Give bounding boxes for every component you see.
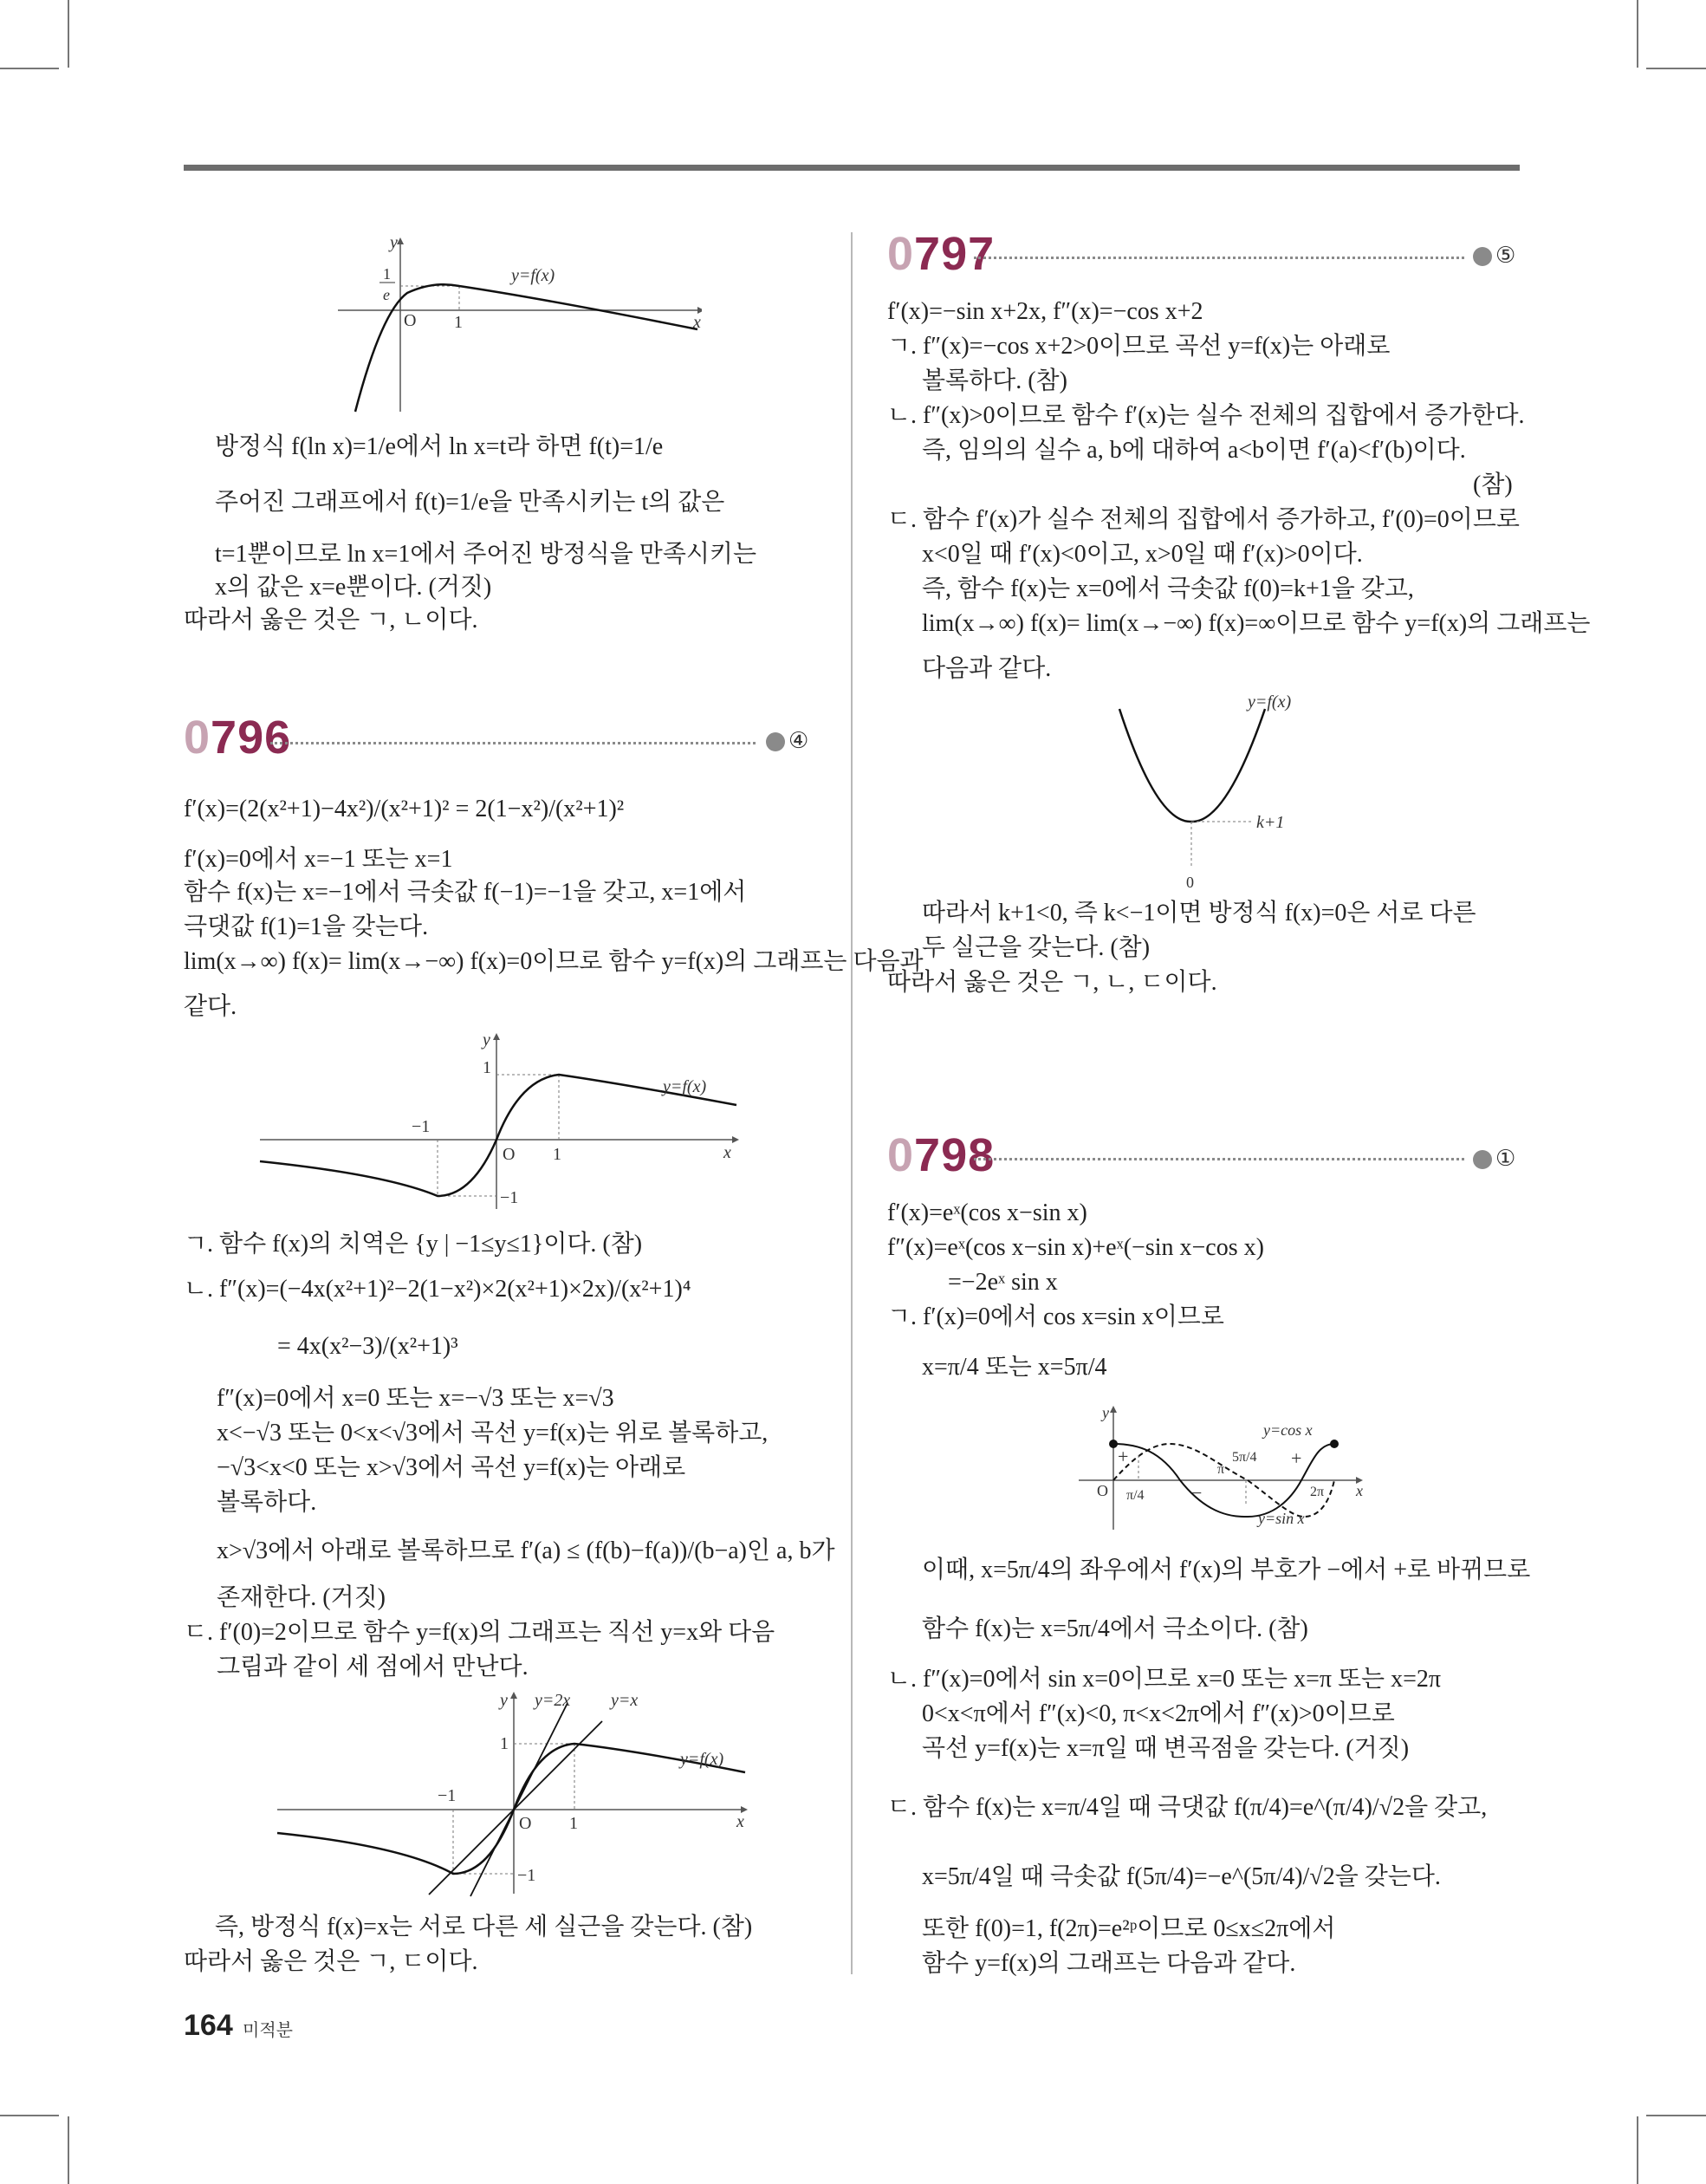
text-line: 다음과 같다. <box>922 655 1052 682</box>
tick-label: 1 <box>483 1058 491 1077</box>
tick-label: e <box>383 286 390 303</box>
text-line: 함수 y=f(x)의 그래프는 다음과 같다. <box>922 1950 1296 1977</box>
text-line: 같다. <box>184 993 237 1020</box>
answer-badge: ④ <box>766 728 808 754</box>
graph-798-sin-cos <box>1074 1404 1386 1534</box>
tick-label: −1 <box>500 1188 519 1207</box>
curve-label: y=f(x) <box>680 1750 724 1769</box>
dotted-rule <box>270 742 756 744</box>
axis-x-label: x <box>1356 1482 1363 1499</box>
text-line: 즉, 방정식 f(x)=x는 서로 다른 세 실근을 갖는다. (참) <box>215 1914 753 1940</box>
text-line: 그림과 같이 세 점에서 만난다. <box>217 1654 529 1680</box>
header-bar <box>184 165 1520 171</box>
tick-label: 1 <box>553 1145 561 1164</box>
origin-label: O <box>519 1814 532 1833</box>
graph-f-one-over-e <box>329 234 702 416</box>
crop-mark <box>68 2116 69 2184</box>
tick-label: 5π/4 <box>1232 1450 1257 1465</box>
text-line: 방정식 f(ln x)=1/e에서 ln x=t라 하면 f(t)=1/e <box>215 433 664 460</box>
axis-y-label: y <box>500 1691 508 1710</box>
text-line: 따라서 옳은 것은 ㄱ, ㄴ이다. <box>184 607 478 634</box>
text-line: 또한 f(0)=1, f(2π)=e²ᵖ이므로 0≤x≤2π에서 <box>922 1915 1336 1942</box>
text-line: =−2eˣ sin x <box>948 1269 1058 1296</box>
text-line: x=5π/4일 때 극솟값 f(5π/4)=−e^(5π/4)/√2을 갖는다. <box>922 1863 1441 1890</box>
text-line: 함수 f(x)는 x=5π/4에서 극소이다. (참) <box>922 1615 1308 1642</box>
text-line: 0<x<π에서 f″(x)<0, π<x<2π에서 f″(x)>0이므로 <box>922 1700 1395 1727</box>
text-line: t=1뿐이므로 ln x=1에서 주어진 방정식을 만족시키는 <box>215 541 757 568</box>
crop-mark <box>0 2115 59 2116</box>
tick-label: −1 <box>517 1866 536 1885</box>
text-line: f′(x)=(2(x²+1)−4x²)/(x²+1)² = 2(1−x²)/(x²+1)² <box>184 796 625 822</box>
text-line: −√3<x<0 또는 x>√3에서 곡선 y=f(x)는 아래로 <box>217 1454 686 1481</box>
text-line: f′(x)=−sin x+2x, f″(x)=−cos x+2 <box>887 298 1203 325</box>
problem-number-0796: 0796 <box>184 712 292 764</box>
min-value-label: k+1 <box>1256 813 1285 832</box>
curve-label: y=f(x) <box>511 266 555 285</box>
answer-icon <box>1473 247 1492 266</box>
text-line: 두 실근을 갖는다. (참) <box>922 934 1151 961</box>
text-line: x의 값은 x=e뿐이다. (거짓) <box>215 574 492 601</box>
text-line: 볼록하다. <box>217 1489 317 1516</box>
page-number: 164 <box>184 2009 233 2042</box>
tick-label: 1 <box>569 1814 578 1833</box>
problem-number-0797: 0797 <box>887 228 996 280</box>
crop-mark <box>1637 2116 1638 2184</box>
text-line: 즉, 함수 f(x)는 x=0에서 극솟값 f(0)=k+1을 갖고, <box>922 575 1414 602</box>
text-line: 볼록하다. (참) <box>922 367 1067 394</box>
tick-label: −1 <box>412 1117 431 1136</box>
graph-796-f <box>256 1031 749 1213</box>
axis-y-label: y <box>483 1031 490 1050</box>
sign-label: + <box>1118 1446 1129 1467</box>
tick-label: 1 <box>454 313 463 332</box>
text-line: 주어진 그래프에서 f(t)=1/e을 만족시키는 t의 값은 <box>215 489 725 516</box>
text-line: ㄴ. f″(x)>0이므로 함수 f′(x)는 실수 전체의 집합에서 증가한다. <box>887 402 1525 429</box>
text-line: ㄷ. 함수 f(x)는 x=π/4일 때 극댓값 f(π/4)=e^(π/4)/√2을 갖고, <box>887 1794 1488 1821</box>
text-line: 극댓값 f(1)=1을 갖는다. <box>184 913 429 940</box>
sign-label: − <box>1191 1482 1203 1504</box>
text-line: 곡선 y=f(x)는 x=π일 때 변곡점을 갖는다. (거짓) <box>922 1735 1410 1762</box>
text-line: 따라서 옳은 것은 ㄱ, ㄷ이다. <box>184 1948 478 1975</box>
crop-mark <box>68 0 69 68</box>
tick-label: 2π <box>1310 1485 1325 1499</box>
tick-label: π <box>1217 1462 1225 1477</box>
curve-label: y=f(x) <box>1248 693 1292 712</box>
axis-x-label: x <box>736 1812 744 1831</box>
tick-label: π/4 <box>1126 1488 1145 1503</box>
text-line: f′(x)=eˣ(cos x−sin x) <box>887 1199 1087 1226</box>
tick-label: 1 <box>500 1734 509 1753</box>
column-divider <box>851 232 853 1974</box>
sign-label: + <box>1291 1447 1302 1469</box>
text-line: ㄴ. f″(x)=0에서 sin x=0이므로 x=0 또는 x=π 또는 x=2π <box>887 1666 1442 1693</box>
text-line: lim(x→∞) f(x)= lim(x→−∞) f(x)=∞이므로 함수 y=f(x)의 그래프는 <box>922 610 1591 637</box>
origin-label: O <box>503 1145 516 1164</box>
curve-label: y=cos x <box>1263 1421 1313 1439</box>
text-line: 따라서 옳은 것은 ㄱ, ㄴ, ㄷ이다. <box>887 969 1217 996</box>
axis-y-label: y <box>390 234 398 252</box>
curve-label: y=f(x) <box>663 1077 707 1096</box>
graph-797-parabola <box>1109 693 1369 893</box>
text-line: ㄴ. f″(x)=(−4x(x²+1)²−2(1−x²)×2(x²+1)×2x)/(x²+1)⁴ <box>184 1276 691 1303</box>
text-line: f″(x)=eˣ(cos x−sin x)+eˣ(−sin x−cos x) <box>887 1234 1264 1261</box>
text-line: 존재한다. (거짓) <box>217 1584 386 1611</box>
answer-icon <box>1473 1150 1492 1169</box>
crop-mark <box>1646 2115 1706 2116</box>
axis-x-label: x <box>693 313 701 332</box>
text-line: = 4x(x²−3)/(x²+1)³ <box>277 1333 458 1360</box>
problem-number-0798: 0798 <box>887 1129 996 1181</box>
crop-mark <box>1646 68 1706 69</box>
text-line: ㄷ. 함수 f′(x)가 실수 전체의 집합에서 증가하고, f′(0)=0이므로 <box>887 506 1520 533</box>
tick-label: 0 <box>1186 874 1194 891</box>
origin-label: O <box>404 311 417 330</box>
text-line: x=π/4 또는 x=5π/4 <box>922 1354 1107 1381</box>
crop-mark <box>1637 0 1638 68</box>
text-line: x>√3에서 아래로 볼록하므로 f′(a) ≤ (f(b)−f(a))/(b−a)인 a, b가 <box>217 1537 835 1564</box>
graph-796-fx-lines <box>273 1690 758 1898</box>
text-line: (참) <box>1473 471 1513 498</box>
origin-label: O <box>1097 1482 1108 1499</box>
answer-badge: ① <box>1473 1146 1515 1172</box>
text-line: 즉, 임의의 실수 a, b에 대하여 a<b이면 f′(a)<f′(b)이다. <box>922 437 1466 464</box>
subject-label: 미적분 <box>243 2019 293 2040</box>
axis-x-label: x <box>723 1143 731 1162</box>
text-line: ㄱ. f′(x)=0에서 cos x=sin x이므로 <box>887 1303 1224 1330</box>
text-line: x<0일 때 f′(x)<0이고, x>0일 때 f′(x)>0이다. <box>922 541 1363 568</box>
text-line: lim(x→∞) f(x)= lim(x→−∞) f(x)=0이므로 함수 y=f(x)의 그래프는 다음과 <box>184 948 924 975</box>
text-line: 이때, x=5π/4의 좌우에서 f′(x)의 부호가 −에서 +로 바뀌므로 <box>922 1557 1531 1583</box>
answer-icon <box>766 732 785 751</box>
text-line: ㄱ. 함수 f(x)의 치역은 {y | −1≤y≤1}이다. (참) <box>184 1231 643 1258</box>
crop-mark <box>0 68 59 69</box>
tick-label: 1 <box>383 265 391 283</box>
dotted-rule <box>974 1158 1464 1160</box>
answer-badge: ⑤ <box>1473 243 1515 269</box>
dotted-rule <box>974 257 1464 259</box>
text-line: f′(x)=0에서 x=−1 또는 x=1 <box>184 846 453 873</box>
axis-y-label: y <box>1102 1404 1109 1421</box>
text-line: ㄱ. f″(x)=−cos x+2>0이므로 곡선 y=f(x)는 아래로 <box>887 333 1391 360</box>
text-line: ㄷ. f′(0)=2이므로 함수 y=f(x)의 그래프는 직선 y=x와 다음 <box>184 1619 775 1646</box>
line-label: y=x <box>611 1691 639 1710</box>
text-line: x<−√3 또는 0<x<√3에서 곡선 y=f(x)는 위로 볼록하고, <box>217 1420 769 1446</box>
text-line: 함수 f(x)는 x=−1에서 극솟값 f(−1)=−1을 갖고, x=1에서 <box>184 879 747 906</box>
line-label: y=2x <box>535 1691 571 1710</box>
text-line: f″(x)=0에서 x=0 또는 x=−√3 또는 x=√3 <box>217 1385 614 1412</box>
text-line: 따라서 k+1<0, 즉 k<−1이면 방정식 f(x)=0은 서로 다른 <box>922 900 1476 926</box>
tick-label: −1 <box>438 1786 457 1805</box>
curve-label: y=sin x <box>1258 1510 1305 1527</box>
